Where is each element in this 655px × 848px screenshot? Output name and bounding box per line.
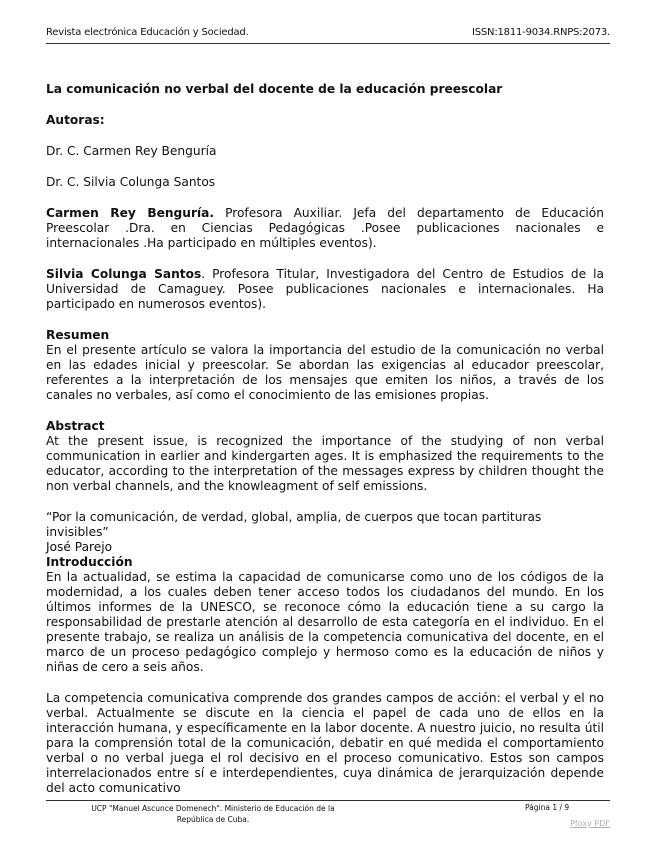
footer-institution-line-1: UCP "Manuel Ascunce Domenech". Ministerio de Educación de la bbox=[91, 804, 335, 813]
epigraph-quote: “Por la comunicación, de verdad, global, amplia, de cuerpos que tocan partituras invisibles” bbox=[46, 510, 542, 539]
intro-paragraph-2: La competencia comunicativa comprende dos grandes campos de acción: el verbal y el no verbal. Actualmente se discute en la ciencia el papel de cada uno de ellos en la interacción humana, y específicamente en la labor docente. A nuestro juicio, no resulta útil para la comprensión total de la comunicación, debatir en qué medida el comportamiento verbal o no verbal juega el rol decisivo en el proceso comunicativo. Estos son campos interrelacionados entre sí e interdependientes, cuya dinámica de jerarquización depende del acto comunicativo bbox=[46, 691, 604, 795]
footer-institution-line-2: República de Cuba. bbox=[176, 815, 250, 824]
header-divider bbox=[46, 43, 610, 44]
page-number: Página 1 / 9 bbox=[525, 803, 570, 812]
resumen-text: En el presente artículo se valora la importancia del estudio de la comunicación no verbal en las edades inicial y preescolar. Se abordan las exigencias al educador preescolar, referentes a la interpretación de los mensajes que emiten los niños, a través de los canales no verbales, así como el conocimiento de las emisiones propias. bbox=[46, 343, 604, 402]
bio-1-name: Carmen Rey Benguría. bbox=[46, 206, 214, 220]
intro-heading: Introducción bbox=[46, 555, 133, 569]
article-body bbox=[46, 82, 604, 796]
issn: ISSN:1811-9034.RNPS:2073. bbox=[472, 27, 610, 38]
intro-paragraph-1: En la actualidad, se estima la capacidad de comunicarse como uno de los códigos de la modernidad, a los cuales deben tener acceso todos los ciudadanos del mundo. En los últimos informes de la UNESCO, se reconoce cómo la educación tiene a su cargo la responsabilidad de prestarle atención al desarrollo de esta categoría en el individuo. En el presente trabajo, se realiza un análisis de la competencia comunicativa del docente, en el marco de un proceso pedagógico complejo y hermoso como es la educación de niños y niñas de cero a seis años. bbox=[46, 570, 604, 674]
abstract-heading: Abstract bbox=[46, 419, 105, 433]
pdf-watermark-link[interactable]: Pfoxy PDF bbox=[570, 819, 610, 828]
bio-1-text: Profesora Auxiliar. Jefa del departamento de Educación Preescolar .Dra. en Ciencias Pedagógicas .Posee publicaciones nacionales e internacionales .Ha participado en múltiples eventos). bbox=[46, 206, 604, 250]
bio-2-text: . Profesora Titular, Investigadora del Centro de Estudios de la Universidad de Camaguey. Posee publicaciones nacionales e internacionales. Ha participado en numerosos eventos). bbox=[46, 267, 604, 311]
author-2: Dr. C. Silvia Colunga Santos bbox=[46, 175, 216, 189]
bio-1 bbox=[46, 206, 604, 251]
journal-name: Revista electrónica Educación y Sociedad. bbox=[46, 27, 249, 38]
resumen-heading: Resumen bbox=[46, 328, 110, 342]
footer-institution bbox=[78, 803, 348, 825]
bio-2 bbox=[46, 267, 604, 312]
article-title: La comunicación no verbal del docente de la educación preescolar bbox=[46, 82, 503, 96]
footer-divider bbox=[46, 800, 610, 801]
epigraph-author: José Parejo bbox=[46, 540, 113, 554]
abstract-text: At the present issue, is recognized the importance of the studying of non verbal communication in earlier and kindergarten ages. It is emphasized the requirements to the educator, according to the interpretation of the messages express by children thought the non verbal channels, and the knowleagment of self emissions. bbox=[46, 434, 604, 493]
bio-2-name: Silvia Colunga Santos bbox=[46, 267, 202, 281]
authors-label: Autoras: bbox=[46, 113, 105, 127]
author-1: Dr. C. Carmen Rey Benguría bbox=[46, 144, 217, 158]
